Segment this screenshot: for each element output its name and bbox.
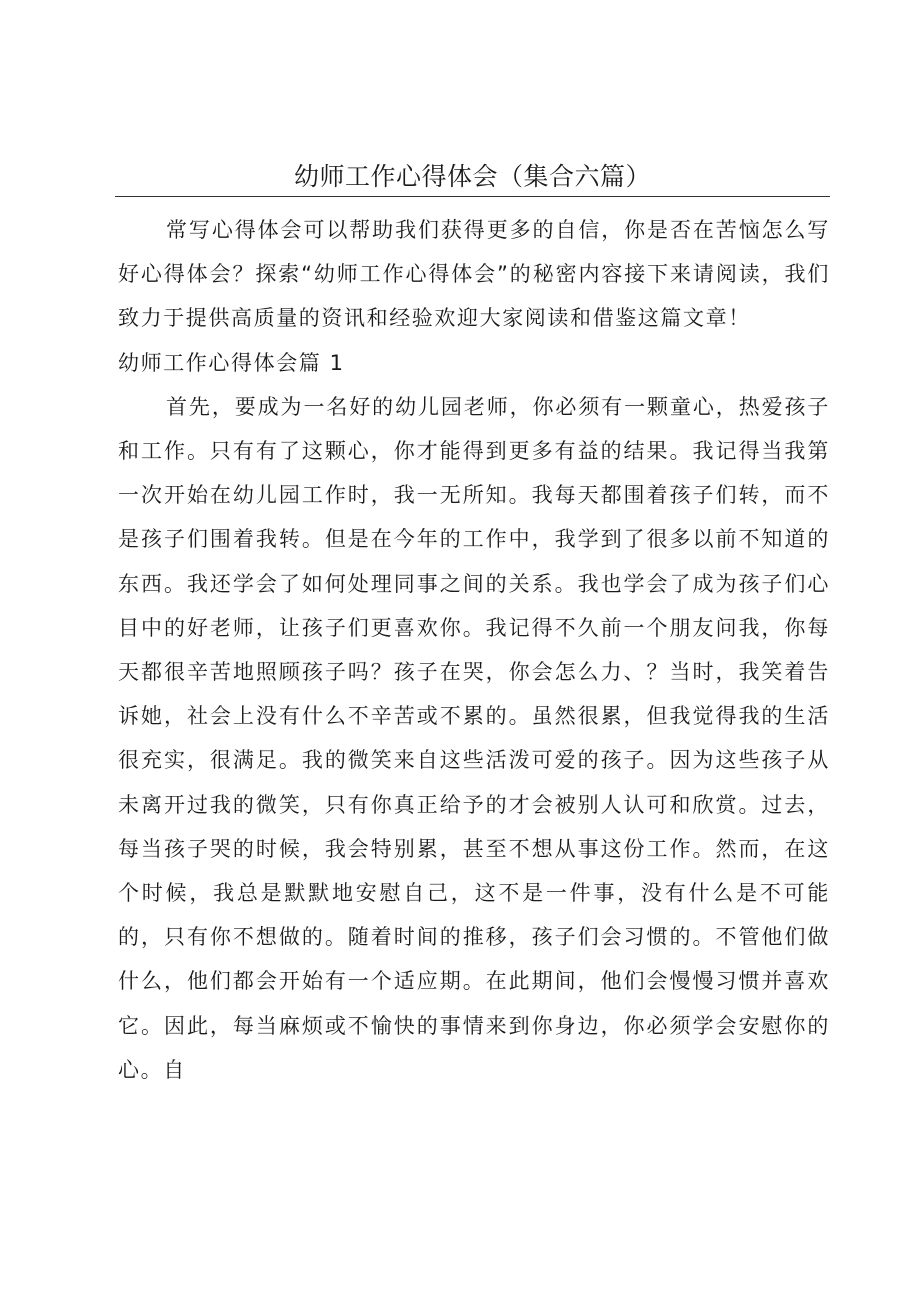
title-underline: [115, 196, 830, 197]
section-heading-1: 幼师工作心得体会篇 1: [118, 350, 345, 375]
section-1-paragraph: 首先，要成为一名好的幼儿园老师，你必须有一颗童心，热爱孩子和工作。只有有了这颗心，你才能得到更多有益的结果。我记得当我第一次开始在幼儿园工作时，我一无所知。我每天都围着孩子们转，而不是孩子们围着我转。但是在今年的工作中，我学到了很多以前不知道的东西。我还学会了如何处理同事之间的关系。我也学会了成为孩子们心目中的好老师，让孩子们更喜欢你。我记得不久前一个朋友问我，你每天都很辛苦地照顾孩子吗？孩子在哭，你会怎么力、？当时，我笑着告诉她，社会上没有什么不辛苦或不累的。虽然很累，但我觉得我的生活很充实，很满足。我的微笑来自这些活泼可爱的孩子。因为这些孩子从未离开过我的微笑，只有你真正给予的才会被别人认可和欣赏。过去，每当孩子哭的时候，我会特别累，甚至不想从事这份工作。然而，在这个时候，我总是默默地安慰自己，这不是一件事，没有什么是不可能的，只有你不想做的。随着时间的推移，孩子们会习惯的。不管他们做什么，他们都会开始有一个适应期。在此期间，他们会慢慢习惯并喜欢它。因此，每当麻烦或不愉快的事情来到你身边，你必须学会安慰你的心。自: [118, 394, 830, 1082]
document-title: 幼师工作心得体会（集合六篇）: [293, 162, 651, 191]
intro-paragraph: 常写心得体会可以帮助我们获得更多的自信，你是否在苦恼怎么写好心得体会？探索“幼师工作心得体会”的秘密内容接下来请阅读，我们致力于提供高质量的资讯和经验欢迎大家阅读和借鉴这篇文章！: [118, 218, 830, 331]
document-body: [118, 208, 830, 1092]
